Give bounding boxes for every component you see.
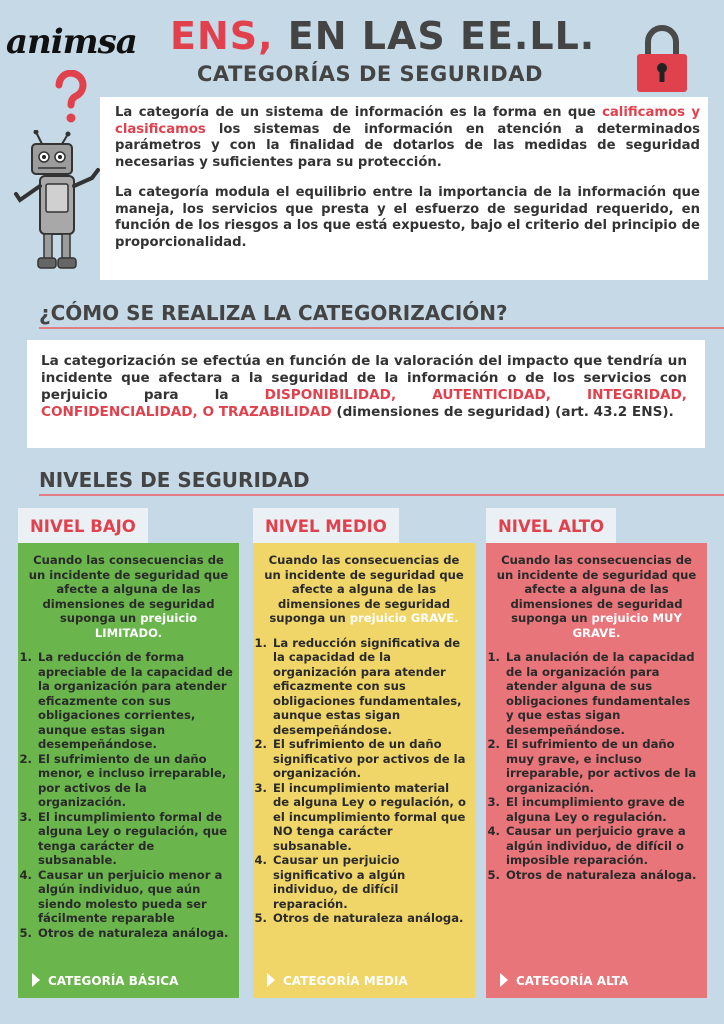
nivel-medio-column — [253, 543, 475, 998]
title-rest: EN LAS EE.LL. — [273, 14, 596, 58]
categoria-basica-footer — [32, 973, 178, 988]
nivel-medio-severity: GRAVE. — [406, 611, 459, 625]
intro-box — [100, 97, 708, 280]
niveles-divider — [39, 494, 724, 496]
list-item: 4. Causar un perjuicio significativo a algún individuo, de difícil reparación. — [271, 853, 469, 911]
list-item: 4. Causar un perjuicio grave a algún individuo, de difícil o imposible reparación. — [504, 824, 701, 868]
nivel-bajo-intro-text: Cuando las consecuencias de un incidente de seguridad que afecte a alguna de las dimensiones de seguridad suponga un — [28, 553, 229, 625]
niveles-heading: NIVELES DE SEGURIDAD — [39, 468, 310, 492]
heading-divider — [39, 327, 724, 329]
intro-text-2: los sistemas de información en atención a determinados parámetros y con la finalidad de dotarlos de las medidas de seguridad necesarias y suficientes para su protección. — [115, 121, 700, 170]
page-title — [170, 14, 595, 58]
intro-paragraph-1 — [100, 97, 708, 171]
list-item: 5. Otros de naturaleza análoga. — [504, 868, 701, 883]
nivel-bajo-label: NIVEL BAJO — [18, 508, 148, 545]
nivel-bajo-intro — [28, 553, 229, 640]
triangle-right-icon — [32, 973, 40, 987]
nivel-bajo-list — [22, 650, 233, 940]
list-item: 2. El sufrimiento de un daño muy grave, e incluso irreparable, por activos de la organización. — [504, 737, 701, 795]
nivel-alto-column — [486, 543, 707, 998]
nivel-alto-intro-text: Cuando las consecuencias de un incidente de seguridad que afecte a alguna de las dimensiones de seguridad suponga un — [496, 553, 697, 625]
nivel-medio-label: NIVEL MEDIO — [253, 508, 399, 545]
nivel-alto-label: NIVEL ALTO — [486, 508, 616, 545]
categoria-media-footer — [267, 973, 408, 988]
list-item: 3. El incumplimiento grave de alguna Ley o regulación. — [504, 795, 701, 824]
dimensions-highlight: DISPONIBILIDAD, AUTENTICIDAD, INTEGRIDAD, CONFIDENCIALIDAD, O TRAZABILIDAD — [41, 387, 687, 420]
categoria-media-label: CATEGORÍA MEDIA — [283, 974, 408, 988]
nivel-alto-intro — [496, 553, 697, 640]
categoria-alta-footer — [500, 973, 628, 988]
categorizacion-text-b: (dimensiones de seguridad) (art. 43.2 ENS). — [331, 404, 674, 420]
list-item: 1. La reducción significativa de la capacidad de la organización para atender eficazmente con sus obligaciones fundamentales, aunque estas sigan desempeñándose. — [271, 636, 469, 738]
nivel-bajo-severity: LIMITADO. — [94, 625, 163, 640]
list-item: 3. El incumplimiento material de alguna Ley o regulación, o el incumplimiento formal que NO tenga carácter subsanable. — [271, 781, 469, 854]
intro-highlight: calificamos y clasificamos — [115, 105, 700, 137]
categorizacion-box — [27, 340, 705, 448]
nivel-bajo-column — [18, 543, 239, 998]
title-accent: ENS, — [170, 14, 274, 58]
intro-paragraph-2: La categoría modula el equilibrio entre la importancia de la información que maneja, los servicios que presta y el esfuerzo de seguridad requerido, en función de los riesgos a los que está expuesto, bajo el criterio del principio de proporcionalidad. — [115, 185, 700, 250]
nivel-medio-list — [257, 636, 469, 926]
categoria-basica-label: CATEGORÍA BÁSICA — [48, 974, 179, 988]
categorizacion-text-a: La categorización se efectúa en función de la valoración del impacto que tendría un incidente que afectara a la seguridad de la información o de los servicios con perjuicio para la — [41, 353, 687, 403]
categorizacion-heading: ¿CÓMO SE REALIZA LA CATEGORIZACIÓN? — [39, 301, 508, 325]
list-item: 4. Causar un perjuicio menor a algún individuo, que aún siendo molesto pueda ser fácilmente reparable — [36, 868, 233, 926]
list-item: 1. La reducción de forma apreciable de la capacidad de la organización para atender eficazmente con sus obligaciones corrientes, aunque estas sigan desempeñándose. — [36, 650, 233, 752]
animsa-logo: animsa — [6, 22, 137, 62]
list-item: 5. Otros de naturaleza análoga. — [36, 926, 233, 941]
list-item: 1. La anulación de la capacidad de la organización para atender alguna de sus obligaciones fundamentales y que estas sigan desempeñándose. — [504, 650, 701, 737]
question-mark-icon — [54, 70, 88, 126]
categoria-alta-label: CATEGORÍA ALTA — [516, 974, 629, 988]
nivel-medio-intro — [263, 553, 465, 626]
triangle-right-icon — [500, 973, 508, 987]
nivel-medio-intro-text: Cuando las consecuencias de un incidente de seguridad que afecte a alguna de las dimensiones de seguridad suponga un — [264, 553, 464, 625]
intro-text: La categoría de un sistema de información es la forma en que — [115, 105, 603, 120]
list-item: 2. El sufrimiento de un daño significativo por activos de la organización. — [271, 737, 469, 781]
nivel-alto-severity: MUY GRAVE. — [572, 611, 682, 640]
robot-illustration — [12, 130, 104, 280]
categorizacion-text — [27, 340, 705, 421]
nivel-medio-intro-highlight: prejuicio — [349, 611, 407, 625]
page-subtitle: CATEGORÍAS DE SEGURIDAD — [197, 62, 543, 86]
list-item: 2. El sufrimiento de un daño menor, e incluso irreparable, por activos de la organización. — [36, 752, 233, 810]
nivel-alto-intro-highlight: prejuicio — [591, 611, 649, 625]
nivel-bajo-intro-highlight: prejuicio — [140, 611, 198, 625]
padlock-icon — [636, 22, 688, 94]
nivel-alto-list — [490, 650, 701, 882]
list-item: 5. Otros de naturaleza análoga. — [271, 911, 469, 926]
list-item: 3. El incumplimiento formal de alguna Ley o regulación, que tenga carácter de subsanable. — [36, 810, 233, 868]
triangle-right-icon — [267, 973, 275, 987]
